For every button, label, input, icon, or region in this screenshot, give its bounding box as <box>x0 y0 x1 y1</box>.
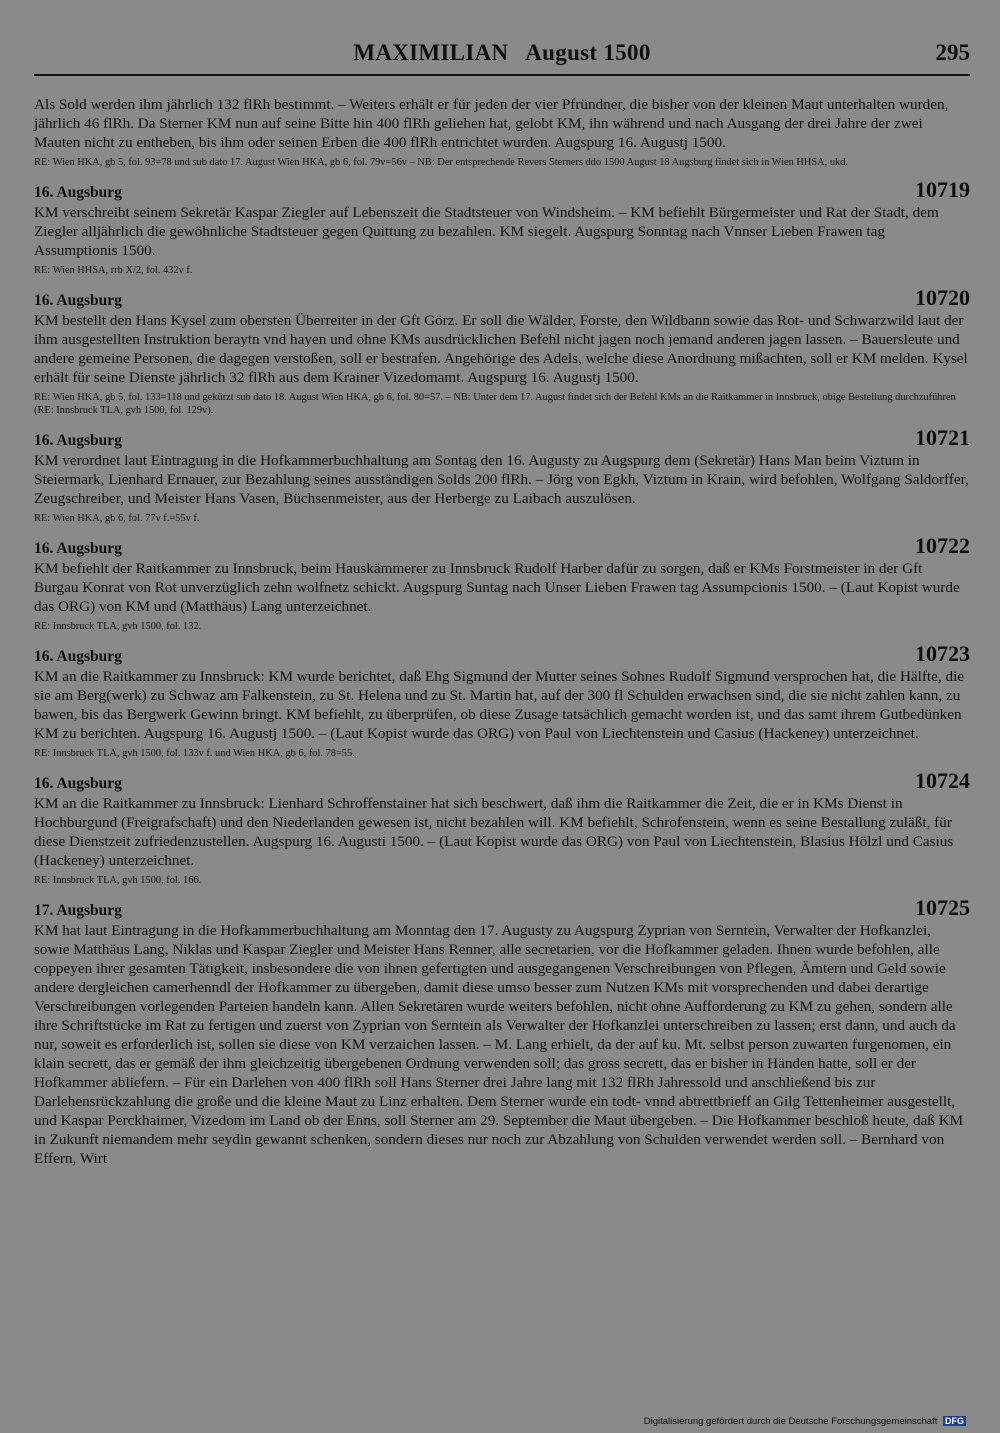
entry-number: 10722 <box>915 533 970 558</box>
regest-entry <box>34 641 970 760</box>
entry-text: KM an die Raitkammer zu Innsbruck: KM wurde berichtet, daß Ehg Sigmund der Mutter seines Sohnes Rudolf Sigmund versprochen hat, die Hälfte, die sie am Berg(werk) zu Schwaz am Falkenstein, zu St. Helena und zu St. Martin hat, auf der 300 fl Schulden erwachsen sind, die sie nicht zahlen kann, zu bawen, bis das Bergwerk Gewinn bringt. KM befiehlt, zu überprüfen, ob diese Zusage tatsächlich gemacht worden ist, und das samt ihrem Gutbedünken KM zu berichten. Augspurg 16. Augustj 1500. – (Laut Kopist wurde das ORG) von Paul von Liechtenstein und Casius (Hackeney) unterzeichnet. <box>34 668 965 742</box>
dfg-logo: DFG <box>945 1416 964 1426</box>
entry-header <box>34 533 970 559</box>
regest-entry <box>34 895 970 1168</box>
regest-entry <box>34 285 970 417</box>
entry-header <box>34 641 970 667</box>
entry-date: 16. Augsburg <box>34 775 122 792</box>
page-body <box>34 95 970 1168</box>
running-title: MAXIMILIAN August 1500 <box>353 40 651 65</box>
entry-header <box>34 285 970 311</box>
entry-text: KM verschreibt seinem Sekretär Kaspar Ziegler auf Lebenszeit die Stadtsteuer von Windsheim. – KM befiehlt Bürgermeister und Rat der Stadt, dem Ziegler alljährlich die gewöhnliche Stadtsteuer gegen Quittung zu bezahlen. KM siegelt. Augspurg Sonntag nach Vnnser Lieben Frawen tag Assumptionis 1500. <box>34 204 939 259</box>
regest-entry <box>34 768 970 887</box>
entry-source: RE: Wien HHSA, rrb X/2, fol. 432v f. <box>34 265 193 276</box>
entry-text: KM an die Raitkammer zu Innsbruck: Lienhard Schroffenstainer hat sich beschwert, daß ihm die Raitkammer die Zeit, die er in KMs Dienst in Hochburgund (Freigrafschaft) und den Niederlanden gewesen ist, nicht bezahlen will. KM befiehlt, Schrofenstein, wenn es seine Bestallung zuläßt, für diese Dienstzeit zufriedenzustellen. Augspurg 16. Augusti 1500. – (Laut Kopist wurde das ORG) von Paul von Liechtenstein, Blasius Hölzl und Casius (Hackeney) unterzeichnet. <box>34 795 954 869</box>
intro-text: Als Sold werden ihm jährlich 132 flRh bestimmt. – Weiters erhält er für jeden der vier Pfründner, die bisher von der kleinen Maut unterhalten wurden, jährlich 46 flRh. Da Sterner KM nun auf seine Bitte hin 400 flRh geliehen hat, gelobt KM, ihn während und nach Ausgang der drei Jahre der zwei Mauten nicht zu entheben, bis ihm oder seinen Erben die 400 flRh entrichtet wurden. Augspurg 16. Augustj 1500. <box>34 96 949 151</box>
entry-text: KM bestellt den Hans Kysel zum obersten Überreiter in der Gft Görz. Er soll die Wälder, Forste, den Wildbann sowie das Rot- und Schwarzwild laut der ihm ausgestellten Instruktion beraytn vnd hayen und ohne KMs ausdrücklichen Befehl nicht jagen noch jemand anderen jagen lassen. – Bauersleute und andere gemeine Personen, die dagegen verstoßen, soll er bestrafen. Angehörige des Adels, welche diese Anordnung mißachten, soll er KM melden. Kysel erhält für seine Dienste jährlich 32 flRh aus dem Krainer Vizedomamt. Augspurg 16. Augustj 1500. <box>34 312 968 386</box>
entry-date: 16. Augsburg <box>34 540 122 557</box>
entry-date: 16. Augsburg <box>34 432 122 449</box>
entry-date: 17. Augsburg <box>34 902 122 919</box>
entry-source: RE: Innsbruck TLA, gvh 1500, fol. 133v f. und Wien HKA, gb 6, fol. 78=55. <box>34 748 355 759</box>
entry-text: KM befiehlt der Raitkammer zu Innsbruck, beim Hauskämmerer zu Innsbruck Rudolf Harber dafür zu sorgen, daß er KMs Forstmeister in der Gft Burgau Konrat von Rot unverzüglich zehn wolfnetz schickt. Augspurg Suntag nach Unser Lieben Frawen tag Assumpcionis 1500. – (Laut Kopist wurde das ORG) von KM und (Matthäus) Lang unterzeichnet. <box>34 560 960 615</box>
entry-source: RE: Innsbruck TLA, gvh 1500, fol. 132. <box>34 621 202 632</box>
footer-text: Digitalisierung gefördert durch die Deutsche Forschungsgemeinschaft <box>643 1416 938 1427</box>
header-rule <box>34 74 970 76</box>
page-header <box>34 40 970 70</box>
entry-header <box>34 895 970 921</box>
entry-header <box>34 768 970 794</box>
entry-text: KM verordnet laut Eintragung in die Hofkammerbuchhaltung am Sontag den 16. Augusty zu Augspurg dem (Sekretär) Hans Man beim Viztum in Steiermark, Lienhard Ernauer, zur Bezahlung seines ausständigen Solds 200 flRh. – Jörg von Egkh, Viztum in Krain, wird befohlen, Wolfgang Saldorffer, Zeugschreiber, und Meister Hans Vasen, Büchsenmeister, aus der Herberge zu Laibach auszulösen. <box>34 452 969 507</box>
entry-header <box>34 425 970 451</box>
entry-number: 10724 <box>915 768 970 793</box>
regest-entry <box>34 425 970 525</box>
entry-text: KM hat laut Eintragung in die Hofkammerbuchhaltung am Monntag den 17. Augusty zu Augspurg Zyprian von Serntein, Verwalter der Hofkanzlei, sowie Matthäus Lang, Niklas und Kaspar Ziegler und Meister Hans Renner, alle secretarien, vor die Hofkammer geladen. Ihnen wurde befohlen, alle coppeyen ihrer gesamten Tätigkeit, insbesondere die von ihnen gefertigten und ausgegangenen Verschreibungen von Pflegen, Ämtern und Geld sowie andere dergleichen camerhenndl der Hofkammer zu übergeben, damit diese umso besser zum Nutzen KMs mit vorsprechenden und dabei derartige Verschreibungen vorlegenden Parteien handeln kann. Allen Sekretären wurde weiters befohlen, nicht ohne Aufforderung zu KM zu gehen, sondern alle ihre Schriftstücke im Rat zu fertigen und zuerst von Zyprian von Serntein als Verwalter der Hofkanzlei unterschreiben zu lassen; erst dann, und auch da nur, soweit es erforderlich ist, sollen sie diese von KM verzaichen lassen. – M. Lang erhielt, da der auf ku. Mt. selbst person zuwarten furgenomen, ein klain secrett, das er gemäß der ihm gleichzeitig übergebenen Ordnung verwenden soll; das gross secrett, das er bisher in Händen hatte, soll er der Hofkammer abliefern. – Für ein Darlehen von 400 flRh soll Hans Sterner drei Jahre lang mit 132 flRh Jahressold und anschließend bis zur Darlehensrückzahlung die große und die kleine Maut zu Linz erhalten. Dem Sterner wurde ein todt- vnnd abtrettbrieff an Gilg Tettenheimer ausgestellt, und Kaspar Perckhaimer, Vizedom im Land ob der Enns, soll Sterner am 29. September die Maut übergeben. – Die Hofkammer beschloß heute, daß KM in Zukunft niemandem mehr seydin gewannt schenken, sondern dieses nur noch zur Abzahlung von Schulden verwendet werden soll. – Bernhard von Effern, Wirt <box>34 922 964 1167</box>
entry-date: 16. Augsburg <box>34 648 122 665</box>
entry-number: 10725 <box>915 895 970 920</box>
entry-number: 10719 <box>915 177 970 202</box>
intro-block <box>34 95 970 169</box>
page-number: 295 <box>935 40 970 65</box>
digitization-footer <box>644 1416 966 1427</box>
entry-number: 10720 <box>915 285 970 310</box>
entry-date: 16. Augsburg <box>34 184 122 201</box>
entry-header <box>34 177 970 203</box>
entry-date: 16. Augsburg <box>34 292 122 309</box>
intro-source: RE: Wien HKA, gb 5, fol. 93=78 und sub dato 17. August Wien HKA, gb 6, fol. 79v=56v – NB: Der entsprechende Revers Sterners ddo 1500 August 18 Augsburg findet sich in Wien HHSA, ukd. <box>34 157 849 168</box>
entry-source: RE: Innsbruck TLA, gvh 1500, fol. 166. <box>34 875 202 886</box>
regest-entry <box>34 177 970 277</box>
entry-source: RE: Wien HKA, gb 5, fol. 133=118 und gekürzt sub dato 18. August Wien HKA, gb 6, fol. 80=57. – NB: Unter dem 17. August findet sich der Befehl KMs an die Raitkammer in Innsbruck, obige Bestellung durchzuführen (RE: Innsbruck TLA, gvh 1500, fol. 129v). <box>34 392 956 416</box>
entry-source: RE: Wien HKA, gb 6, fol. 77v f.=55v f. <box>34 513 200 524</box>
regest-entry <box>34 533 970 633</box>
entry-number: 10721 <box>915 425 970 450</box>
entry-number: 10723 <box>915 641 970 666</box>
